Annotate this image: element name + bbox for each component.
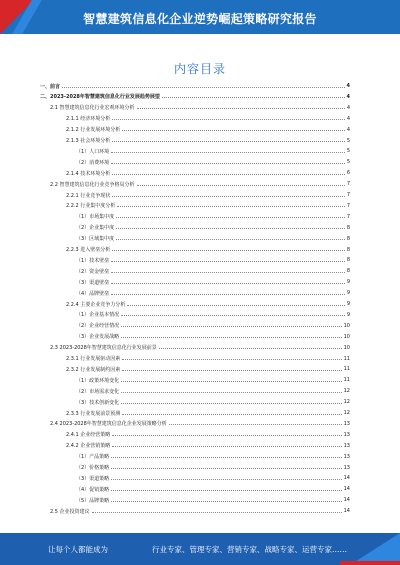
toc-entry-page: 13 xyxy=(343,453,350,460)
toc-leader-dots xyxy=(122,414,341,415)
toc-entry-label: （3）企业发展战略 xyxy=(76,334,120,341)
toc-entry[interactable] xyxy=(40,507,350,515)
toc-entry[interactable] xyxy=(40,180,350,188)
toc-entry[interactable] xyxy=(40,496,350,504)
toc-entry-page: 6 xyxy=(346,170,350,177)
toc-entry-page: 4 xyxy=(346,83,350,89)
footer-red-bar xyxy=(340,561,400,565)
toc-entry-page: 5 xyxy=(346,159,350,166)
toc-entry[interactable] xyxy=(40,376,350,384)
toc-leader-dots xyxy=(111,283,345,284)
toc-entry[interactable] xyxy=(40,464,350,472)
toc-entry-label: （1）产品策略 xyxy=(76,454,110,461)
toc-leader-dots xyxy=(169,424,342,425)
toc-entry-label: （3）渠道策略 xyxy=(76,475,110,482)
toc-entry-label: （4）品牌壁垒 xyxy=(76,290,110,297)
toc-leader-dots xyxy=(111,294,345,295)
toc-leader-dots xyxy=(121,392,341,393)
toc-leader-dots xyxy=(159,348,342,349)
toc-leader-dots xyxy=(111,479,341,480)
toc-entry-label: （3）技术创新变化 xyxy=(76,399,120,406)
toc-entry[interactable] xyxy=(40,246,350,254)
toc-entry[interactable] xyxy=(40,278,350,286)
toc-entry-label: （1）政策环境变化 xyxy=(76,377,120,384)
toc-leader-dots xyxy=(112,250,345,251)
toc-entry[interactable] xyxy=(40,104,350,112)
toc-leader-dots xyxy=(121,337,341,338)
toc-entry-page: 7 xyxy=(346,202,350,209)
toc-entry[interactable] xyxy=(40,191,350,199)
toc-entry[interactable] xyxy=(40,474,350,482)
toc-leader-dots xyxy=(111,261,345,262)
toc-entry[interactable] xyxy=(40,169,350,177)
toc-leader-dots xyxy=(111,152,345,153)
toc-leader-dots xyxy=(111,457,341,458)
toc-entry-page: 12 xyxy=(343,388,350,395)
toc-entry-label: （3）渠道壁垒 xyxy=(76,279,110,286)
toc-entry-page: 12 xyxy=(343,399,350,406)
toc-leader-dots xyxy=(116,239,345,240)
toc-leader-dots xyxy=(137,185,345,186)
toc-leader-dots xyxy=(127,305,344,306)
toc-entry-page: 12 xyxy=(343,410,350,416)
toc-leader-dots xyxy=(92,512,342,513)
toc-entry-label: （2）市场需求变化 xyxy=(76,388,120,395)
toc-leader-dots xyxy=(111,272,345,273)
toc-heading: 内容目录 xyxy=(173,62,226,76)
toc-entry-page: 5 xyxy=(346,137,350,144)
table-of-contents xyxy=(40,82,350,515)
toc-entry-page: 7 xyxy=(346,192,350,198)
toc-entry-page: 4 xyxy=(346,115,350,122)
toc-entry-label: 2.1.3 社会环境分析 xyxy=(66,138,111,144)
toc-entry[interactable] xyxy=(40,202,350,210)
toc-entry[interactable] xyxy=(40,93,350,101)
toc-entry-label: （2）价格策略 xyxy=(76,465,110,471)
toc-leader-dots xyxy=(112,141,345,142)
toc-entry[interactable] xyxy=(40,300,350,308)
toc-entry[interactable] xyxy=(40,431,350,439)
toc-entry-page: 8 xyxy=(346,268,350,275)
toc-entry-page: 9 xyxy=(346,311,350,318)
toc-entry-page: 13 xyxy=(343,464,350,471)
toc-entry[interactable] xyxy=(40,137,350,145)
toc-entry[interactable] xyxy=(40,158,350,166)
toc-entry-label: 2.3.2 行业发展制约因素 xyxy=(66,366,121,373)
toc-leader-dots xyxy=(112,196,345,197)
toc-leader-dots xyxy=(162,97,345,98)
toc-leader-dots xyxy=(111,490,341,491)
toc-entry-label: 2.4 2023-2028年智慧建筑信息化企业发展策略分析 xyxy=(50,421,167,428)
toc-entry-label: 2.4.2 企业营销策略 xyxy=(66,443,111,450)
toc-leader-dots xyxy=(111,468,341,469)
toc-leader-dots xyxy=(122,359,341,360)
toc-entry[interactable] xyxy=(40,398,350,406)
toc-entry[interactable] xyxy=(40,213,350,221)
toc-entry-page: 7 xyxy=(346,181,350,188)
toc-entry-page: 13 xyxy=(343,420,350,427)
toc-leader-dots xyxy=(112,435,341,436)
toc-leader-dots xyxy=(112,119,345,120)
toc-entry[interactable] xyxy=(40,365,350,373)
toc-entry-label: 2.4.1 企业经营策略 xyxy=(66,432,111,439)
toc-entry-page: 8 xyxy=(346,235,350,242)
toc-entry-page: 11 xyxy=(343,377,350,384)
toc-entry[interactable] xyxy=(40,355,350,363)
toc-entry-page: 13 xyxy=(343,442,350,449)
toc-entry[interactable] xyxy=(40,82,350,90)
footer-text: 让每个人都能成为 xyxy=(48,545,108,554)
toc-leader-dots xyxy=(121,403,341,404)
toc-leader-dots xyxy=(137,108,345,109)
footer-banner xyxy=(0,533,400,565)
toc-entry-label: 2.3 2023-2028年智慧建筑信息化行业发展前景 xyxy=(50,345,157,352)
toc-entry-label: （1）市场集中度 xyxy=(76,214,115,221)
toc-leader-dots xyxy=(62,87,345,88)
toc-entry-page: 14 xyxy=(343,497,350,504)
toc-leader-dots xyxy=(116,217,345,218)
toc-entry[interactable] xyxy=(40,409,350,417)
toc-entry-label: （2）消费环境 xyxy=(76,159,110,166)
toc-entry[interactable] xyxy=(40,322,350,330)
toc-entry[interactable] xyxy=(40,267,350,275)
toc-entry-page: 10 xyxy=(343,344,350,351)
toc-entry-label: 2.2 智慧建筑信息化行业竞争格局分析 xyxy=(50,181,135,188)
footer-slogan: 行业专家、管理专家、营销专家、战略专家、运营专家…… xyxy=(152,545,347,554)
toc-entry[interactable] xyxy=(40,289,350,297)
toc-entry-label: （2）企业经营情况 xyxy=(76,323,120,330)
toc-entry-label: 2.1.2 行业发展环境分析 xyxy=(66,127,121,134)
toc-entry-page: 9 xyxy=(346,279,350,286)
toc-leader-dots xyxy=(121,315,345,316)
toc-entry-label: 2.5 企业投资建议 xyxy=(50,508,90,515)
toc-entry-label: （1）企业基本情况 xyxy=(76,312,120,319)
toc-entry-label: 2.2.2 行业集中度分析 xyxy=(66,203,116,210)
toc-leader-dots xyxy=(116,228,345,229)
toc-entry-page: 11 xyxy=(343,366,350,373)
header-banner xyxy=(0,0,400,34)
toc-entry-page: 10 xyxy=(343,322,350,329)
toc-leader-dots xyxy=(112,174,345,175)
toc-entry[interactable] xyxy=(40,147,350,155)
toc-entry-page: 10 xyxy=(343,333,350,340)
toc-entry[interactable] xyxy=(40,387,350,395)
toc-entry[interactable] xyxy=(40,126,350,134)
toc-entry-label: （1）人口环境 xyxy=(76,148,110,155)
toc-entry-label: 2.3.3 行业发展前景预测 xyxy=(66,410,121,417)
toc-entry-page: 4 xyxy=(346,104,350,111)
toc-entry-label: （5）品牌策略 xyxy=(76,497,110,504)
toc-leader-dots xyxy=(117,206,345,207)
toc-entry-label: （2）资金壁垒 xyxy=(76,268,110,275)
toc-entry-page: 14 xyxy=(343,508,350,515)
toc-entry-label: （1）技术壁垒 xyxy=(76,257,110,264)
toc-entry[interactable] xyxy=(40,442,350,450)
toc-entry-label: 2.2.3 进入壁垒分析 xyxy=(66,247,111,253)
toc-entry[interactable] xyxy=(40,453,350,461)
toc-entry-page: 9 xyxy=(346,301,350,307)
toc-entry-label: 2.2.1 行业竞争现状 xyxy=(66,192,111,199)
toc-entry-label: （4）促销策略 xyxy=(76,486,110,493)
toc-entry-label: 2.2.4 主要企业竞争力分析 xyxy=(66,301,126,308)
toc-entry-label: 2.1 智慧建筑信息化行业宏观环境分析 xyxy=(50,105,135,112)
toc-entry-page: 14 xyxy=(343,486,350,493)
toc-entry[interactable] xyxy=(40,224,350,232)
document-title: 智慧建筑信息化企业逆势崛起策略研究报告 xyxy=(83,12,317,26)
toc-entry-page: 4 xyxy=(346,126,350,133)
toc-leader-dots xyxy=(111,163,345,164)
toc-entry-page: 9 xyxy=(346,290,350,297)
toc-leader-dots xyxy=(121,326,341,327)
toc-entry-page: 14 xyxy=(343,475,350,482)
toc-leader-dots xyxy=(122,130,345,131)
toc-entry[interactable] xyxy=(40,485,350,493)
toc-leader-dots xyxy=(111,501,341,502)
toc-entry[interactable] xyxy=(40,333,350,341)
toc-entry-page: 5 xyxy=(346,148,350,155)
toc-leader-dots xyxy=(122,370,341,371)
toc-entry-page: 8 xyxy=(346,257,350,264)
toc-leader-dots xyxy=(112,446,341,447)
toc-entry-label: 一、前言 xyxy=(40,83,61,90)
toc-entry[interactable] xyxy=(40,420,350,428)
toc-entry-page: 7 xyxy=(346,213,350,220)
toc-entry-label: 2.3.1 行业发展驱动因素 xyxy=(66,356,121,362)
toc-entry-page: 8 xyxy=(346,246,350,253)
toc-entry-label: 二、2023-2028年智慧建筑信息化行业发展趋势展望 xyxy=(40,94,160,101)
toc-entry-label: 2.1.4 技术环境分析 xyxy=(66,170,111,177)
toc-entry-label: 2.1.1 经济环境分析 xyxy=(66,116,111,123)
toc-entry[interactable] xyxy=(40,256,350,264)
toc-entry-label: （3）区域集中度 xyxy=(76,236,115,243)
toc-entry[interactable] xyxy=(40,235,350,243)
toc-entry[interactable] xyxy=(40,311,350,319)
toc-entry-page: 13 xyxy=(343,431,350,438)
toc-entry-label: （2）企业集中度 xyxy=(76,225,115,232)
toc-leader-dots xyxy=(121,381,341,382)
toc-entry-page: 8 xyxy=(346,224,350,231)
toc-entry-page: 4 xyxy=(346,93,350,100)
toc-entry-page: 11 xyxy=(343,355,350,362)
toc-entry[interactable] xyxy=(40,344,350,352)
toc-entry[interactable] xyxy=(40,115,350,123)
